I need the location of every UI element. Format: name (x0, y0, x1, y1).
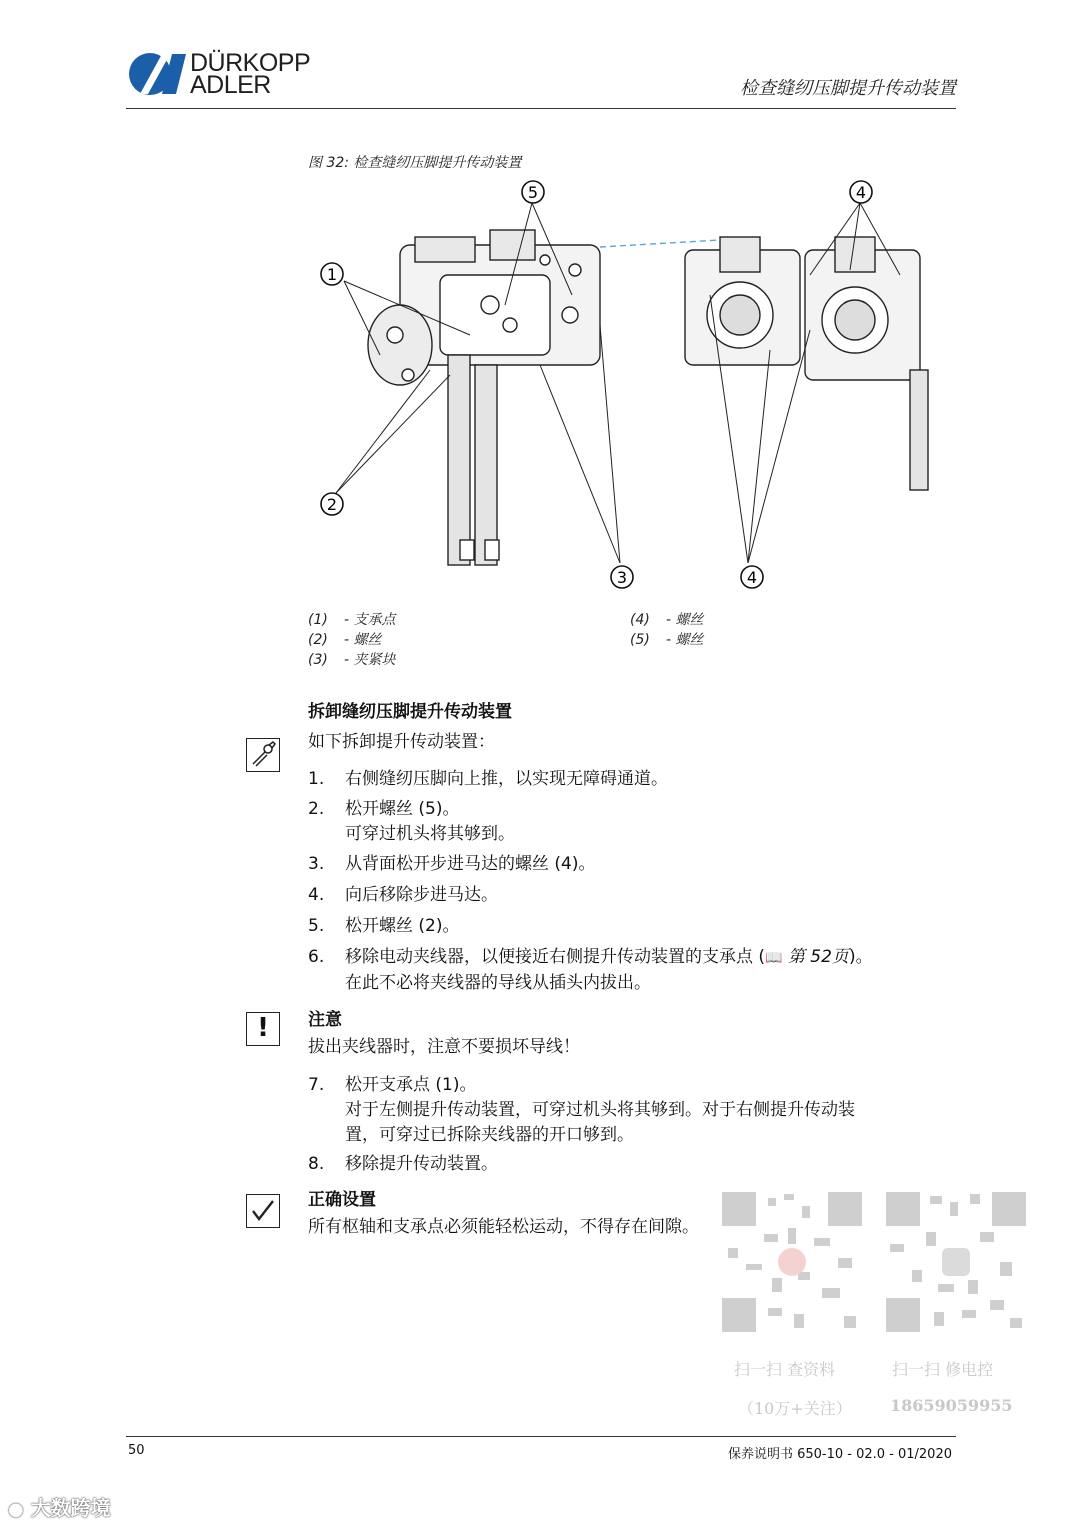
step-7: 7. 松开支承点 (1)。 对于左侧提升传动装置，可穿过机头将其够到。对于右侧提升传动装 置，可穿过已拆除夹线器的开口够到。 (308, 1075, 855, 1145)
step-5: 5. 松开螺丝 (2)。 (308, 916, 460, 936)
callout-4-top: 4 (855, 183, 867, 202)
step-1: 1. 右侧缝纫压脚向上推，以实现无障碍通道。 (308, 769, 668, 789)
step-8: 8. 移除提升传动装置。 (308, 1154, 498, 1174)
brand-name-line2: ADLER (190, 71, 271, 99)
brand-logo (126, 50, 326, 98)
wrench-icon (246, 738, 280, 772)
notice-text: 拔出夹线器时，注意不要损坏导线！ (308, 1037, 580, 1057)
step-2: 2. 松开螺丝 (5)。 可穿过机头将其够到。 (308, 799, 515, 844)
legend-item: (3) - 夹紧块 (308, 652, 396, 668)
callout-1: 1 (326, 265, 338, 284)
callout-2: 2 (326, 495, 338, 514)
qr-left-caption-line2: （10万+关注） (738, 1399, 852, 1418)
legend-right (630, 610, 704, 650)
qr-right-caption-line2: 18659059955 (890, 1396, 1013, 1415)
legend-item: (1) - 支承点 (308, 612, 396, 628)
checkmark-icon (246, 1194, 280, 1228)
legend-item: (5) - 螺丝 (630, 632, 704, 648)
book-icon: 📖 (765, 950, 783, 966)
brand-logo-icon (126, 50, 190, 98)
section-intro: 如下拆卸提升传动装置： (308, 732, 495, 752)
section-heading: 拆卸缝纫压脚提升传动装置 (308, 702, 512, 722)
figure-caption: 图 32: 检查缝纫压脚提升传动装置 (308, 155, 522, 171)
qr-left-caption-line1: 扫一扫 查资料 (734, 1360, 836, 1379)
qr-right-caption-line1: 扫一扫 修电控 (892, 1360, 994, 1379)
legend-left (308, 610, 396, 670)
watermark-bottom-left: ● 大数跨境 (8, 1496, 111, 1520)
step-4: 4. 向后移除步进马达。 (308, 885, 498, 905)
document-id: 保养说明书 650-10 - 02.0 - 01/2020 (727, 1447, 952, 1462)
page-reference-link[interactable]: 第 52页 (787, 947, 849, 967)
page-header-title: 检查缝纫压脚提升传动装置 (740, 78, 956, 99)
mechanism-illustration (300, 175, 960, 595)
callout-3: 3 (616, 568, 628, 587)
weibo-icon: ● (8, 1499, 24, 1520)
callout-4-bottom: 4 (746, 568, 758, 587)
qr-code-left (718, 1188, 866, 1336)
step-3: 3. 从背面松开步进马达的螺丝 (4)。 (308, 854, 596, 874)
header-rule (126, 108, 956, 109)
qr-code-right (882, 1188, 1030, 1336)
step-6: 6. 移除电动夹线器，以便接近右侧提升传动装置的支承点 (📖 第 52页)。 在此不必将夹线器的导线从插头内拔出。 (308, 947, 873, 993)
page-number: 50 (128, 1443, 145, 1458)
legend-item: (4) - 螺丝 (630, 612, 704, 628)
warning-icon: ! (246, 1012, 280, 1046)
correct-setting-text: 所有枢轴和支承点必须能轻松运动，不得存在间隙。 (308, 1217, 699, 1237)
correct-setting-heading: 正确设置 (308, 1190, 376, 1210)
brand-name-line1: DÜRKOPP (190, 49, 311, 77)
callout-5: 5 (527, 183, 539, 202)
notice-heading: 注意 (308, 1010, 342, 1030)
legend-item: (2) - 螺丝 (308, 632, 382, 648)
footer-rule (126, 1436, 956, 1437)
